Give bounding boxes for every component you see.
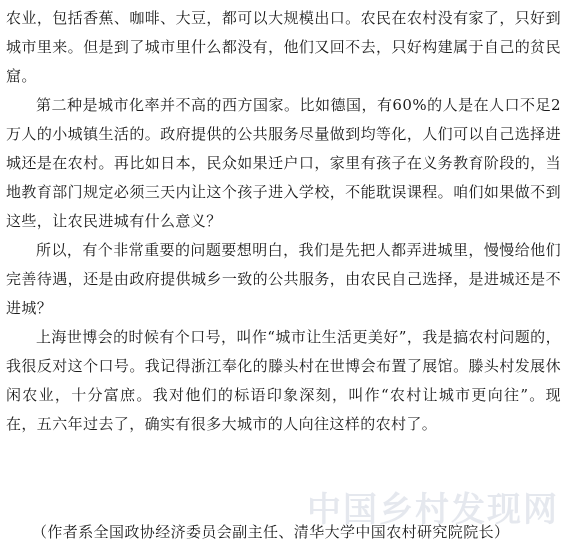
paragraph-3: 所以，有个非常重要的问题要想明白，我们是先把人都弄进城里，慢慢给他们完善待遇，还是由政府提供城乡一致的公共服务，由农民自己选择，是进城还是不进城？ (6, 241, 561, 317)
paragraph-4: 上海世博会的时候有个口号，叫作“城市让生活更美好”，我是搞农村问题的，我很反对这个口号。我记得浙江奉化的滕头村在世博会布置了展馆。滕头村发展休闲农业，十分富庶。我对他们的标语印象深刻，叫作“农村让城市更向往”。现在，五六年过去了，确实有很多大城市的人向往这样的农村了。 (6, 328, 561, 433)
paragraph-1: 农业，包括香蕉、咖啡、大豆，都可以大规模出口。农民在农村没有家了，只好到城市里来。但是到了城市里什么都没有，他们又回不去，只好构建属于自己的贫民窟。 (6, 9, 561, 85)
author-note: （作者系全国政协经济委员会副主任、清华大学中国农村研究院院长） (32, 523, 510, 541)
paragraph-2: 第二种是城市化率并不高的西方国家。比如德国，有60%的人是在人口不足2万人的小城镇生活的。政府提供的公共服务尽量做到均等化，人们可以自己选择进城还是在农村。再比如日本，民众如果迁户口，家里有孩子在义务教育阶段的，当地教育部门规定必须三天内让这个孩子进入学校，不能耽误课程。咱们如果做不到这些，让农民进城有什么意义？ (6, 96, 561, 230)
watermark: 中国乡村发现网 (307, 490, 559, 530)
